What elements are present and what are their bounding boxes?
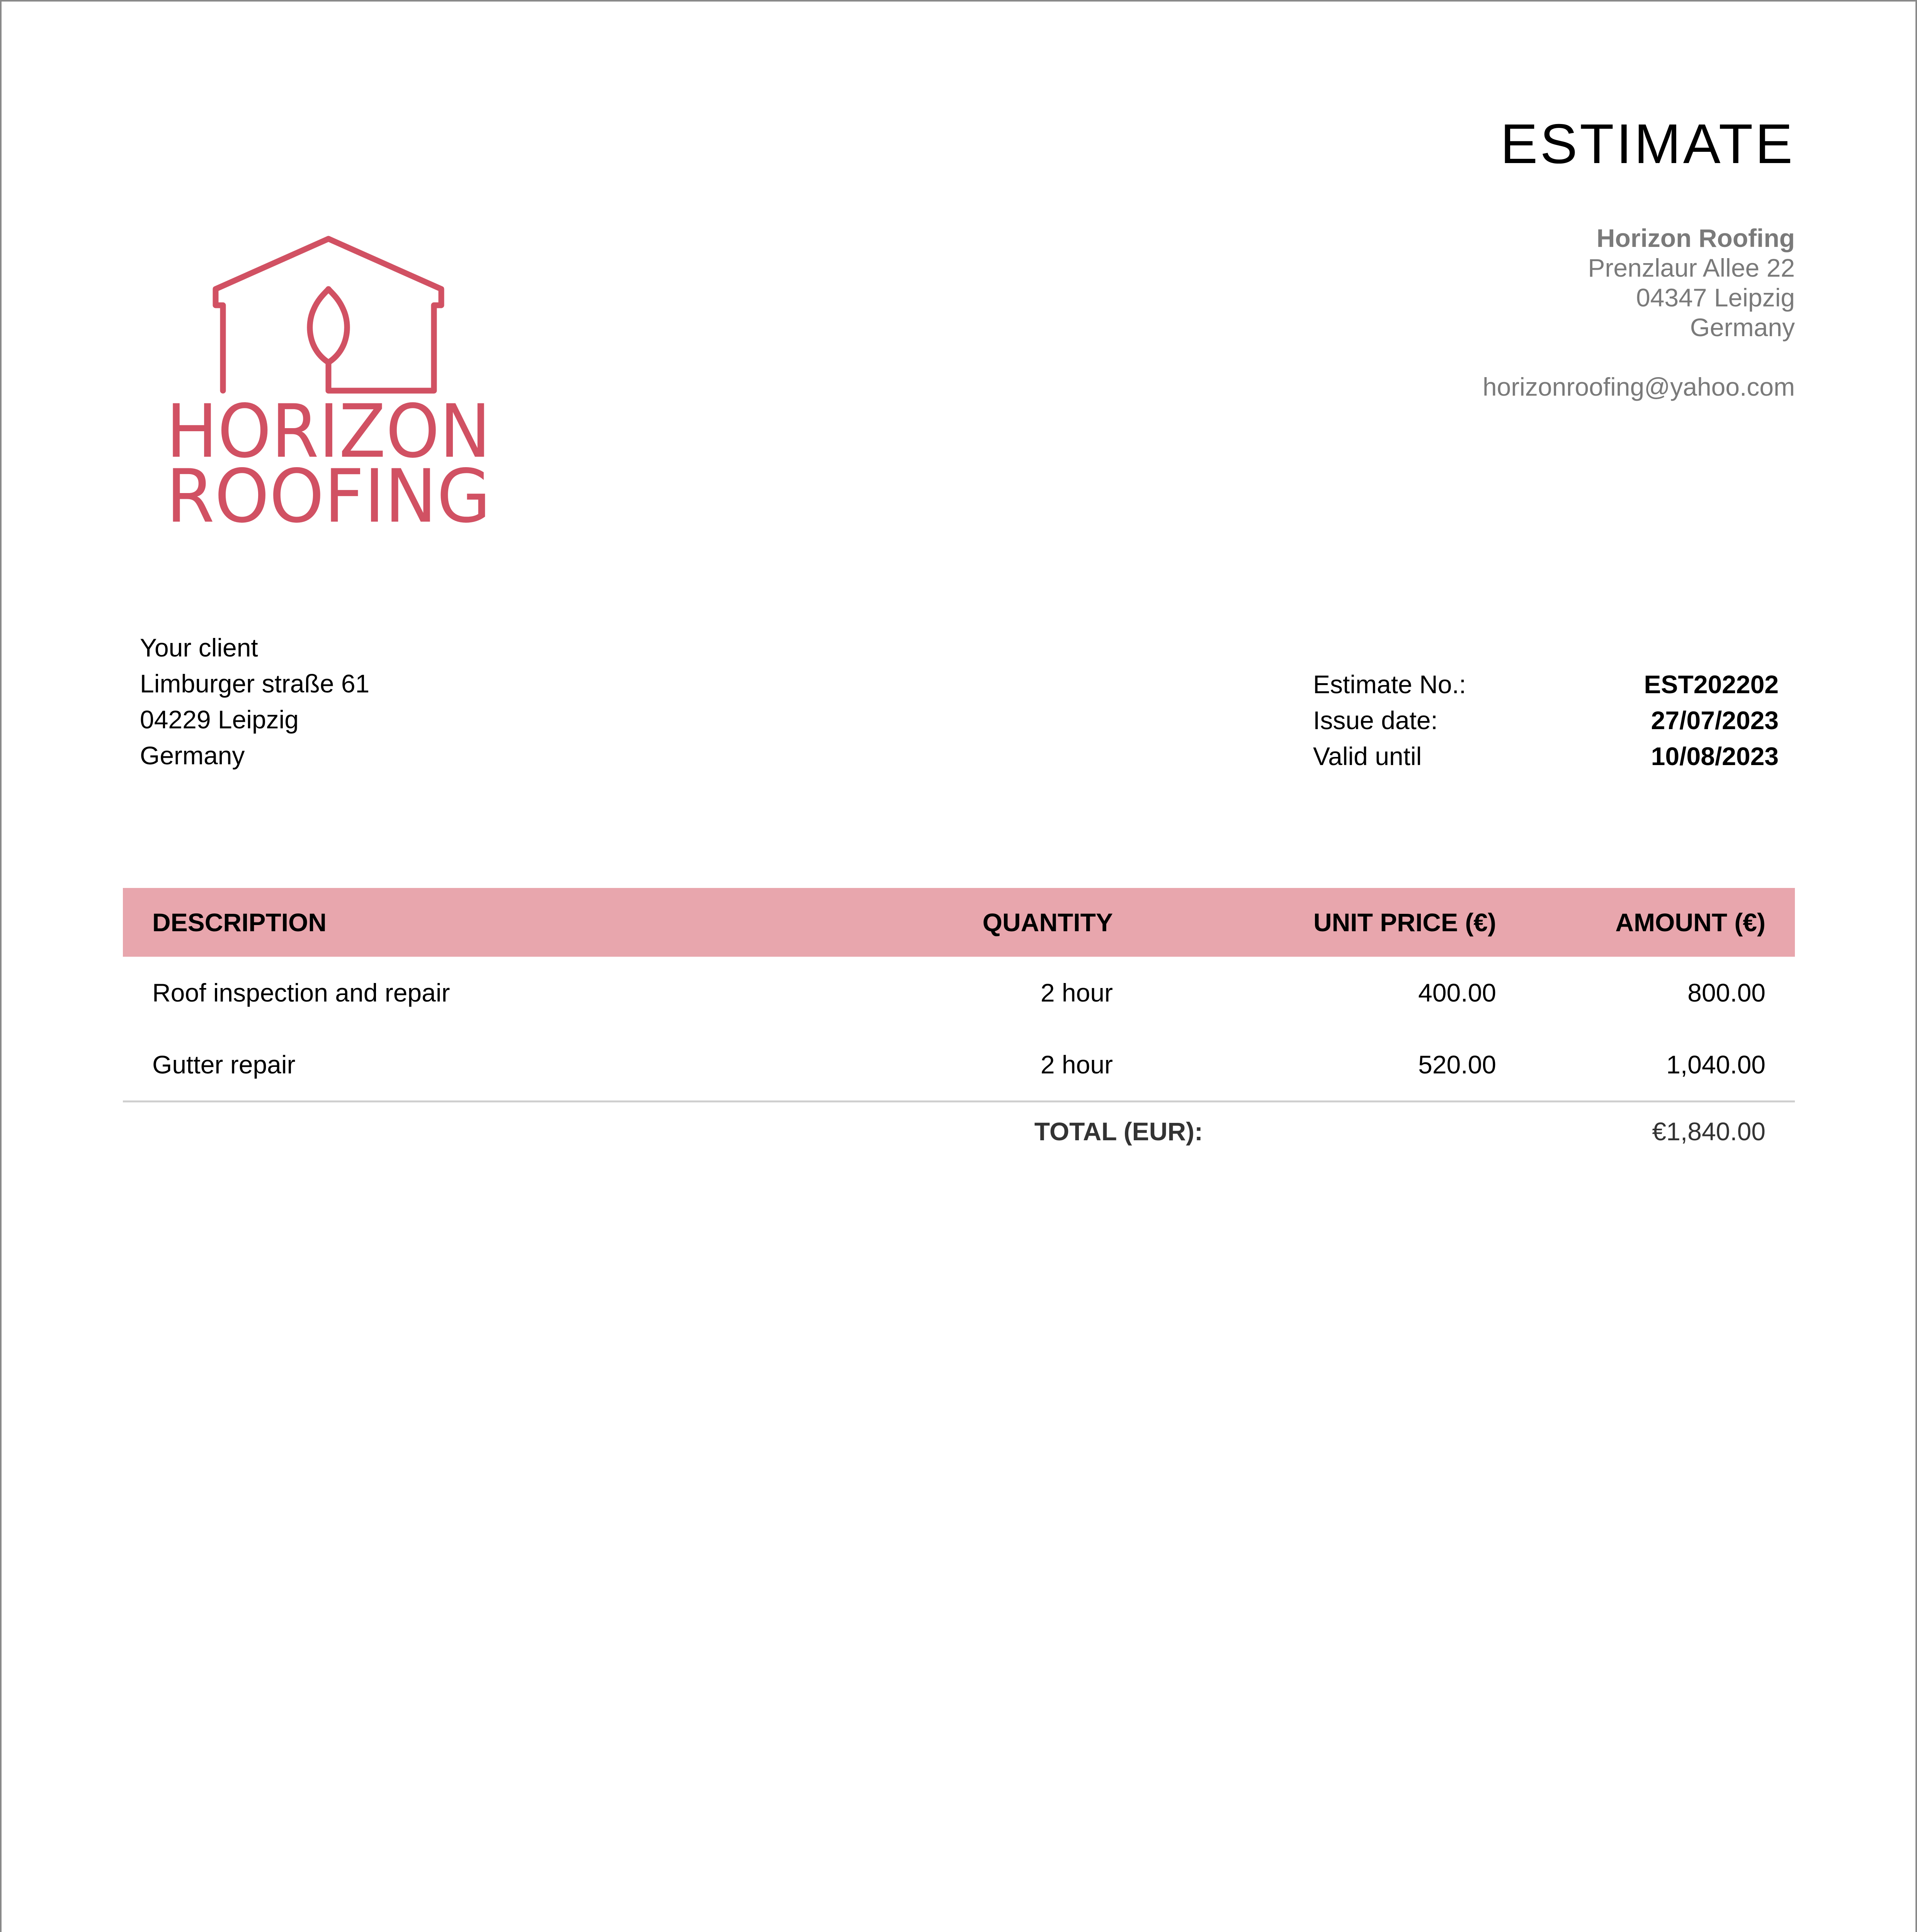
total-label: TOTAL (EUR): xyxy=(1034,1117,1203,1146)
header-unit-price: UNIT PRICE (€) xyxy=(1313,908,1496,937)
row-quantity: 2 hour xyxy=(1040,1050,1113,1079)
items-table xyxy=(123,888,1795,1160)
meta-label: Valid until xyxy=(1313,742,1422,770)
sender-email: horizonroofing@yahoo.com xyxy=(1482,372,1795,401)
table-row xyxy=(123,957,1795,1029)
row-amount: 800.00 xyxy=(1687,978,1766,1007)
meta-row-issue-date xyxy=(1313,702,1779,738)
sender-block xyxy=(1483,223,1795,402)
total-row xyxy=(123,1102,1795,1160)
sender-city: 04347 Leipzig xyxy=(1636,283,1795,312)
meta-value: 27/07/2023 xyxy=(1651,706,1779,735)
client-name: Your client xyxy=(140,633,258,662)
row-unit-price: 520.00 xyxy=(1418,1050,1496,1079)
logo-line2: ROOFING xyxy=(166,454,491,533)
row-description: Gutter repair xyxy=(152,1050,296,1079)
table-header xyxy=(123,888,1795,957)
sender-name: Horizon Roofing xyxy=(1596,224,1795,252)
house-leaf-icon xyxy=(216,239,441,391)
table-row xyxy=(123,1029,1795,1100)
total-value: €1,840.00 xyxy=(1652,1117,1766,1146)
meta-label: Issue date: xyxy=(1313,706,1438,735)
row-amount: 1,040.00 xyxy=(1666,1050,1766,1079)
meta-label: Estimate No.: xyxy=(1313,670,1466,699)
row-unit-price: 400.00 xyxy=(1418,978,1496,1007)
header-description: DESCRIPTION xyxy=(152,908,327,937)
client-block xyxy=(140,630,369,774)
estimate-meta xyxy=(1313,667,1779,774)
meta-value: EST202202 xyxy=(1644,670,1779,699)
client-city: 04229 Leipzig xyxy=(140,705,299,734)
sender-country: Germany xyxy=(1690,313,1795,342)
header-quantity: QUANTITY xyxy=(982,908,1113,937)
meta-value: 10/08/2023 xyxy=(1651,742,1779,770)
client-country: Germany xyxy=(140,741,245,770)
meta-row-valid-until xyxy=(1313,738,1779,774)
header-amount: AMOUNT (€) xyxy=(1615,908,1766,937)
company-logo xyxy=(155,232,502,533)
meta-row-estimate-no xyxy=(1313,667,1779,702)
sender-street: Prenzlaur Allee 22 xyxy=(1588,253,1795,282)
document-title: ESTIMATE xyxy=(1500,112,1795,175)
row-quantity: 2 hour xyxy=(1040,978,1113,1007)
row-description: Roof inspection and repair xyxy=(152,978,450,1007)
client-street: Limburger straße 61 xyxy=(140,669,370,698)
logo-line1: HORIZON xyxy=(166,389,491,474)
